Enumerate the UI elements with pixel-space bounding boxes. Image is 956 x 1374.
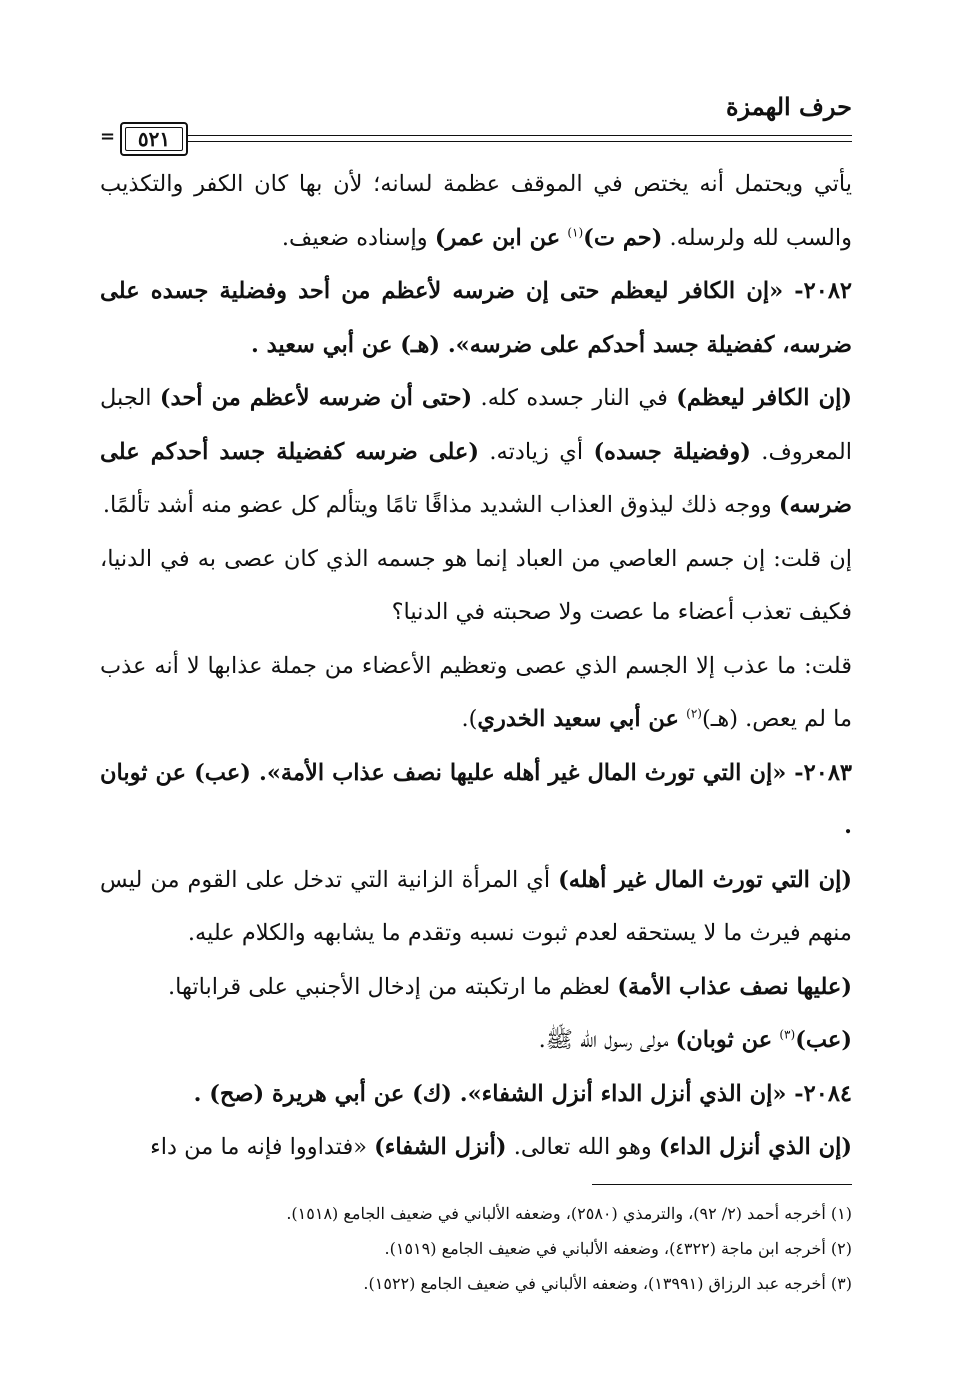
hadith-2084: ٢٠٨٤- «إن الذي أنزل الداء أنزل الشفاء». (ك) عن أبي هريرة (صح) . bbox=[193, 1080, 852, 1107]
header-rule-double bbox=[188, 141, 852, 142]
footnote-ref: (١) bbox=[567, 225, 584, 239]
book-page bbox=[100, 92, 853, 1293]
page-header bbox=[100, 92, 852, 154]
header-rule bbox=[188, 135, 852, 136]
paragraph: (عليها نصف عذاب الأمة) لعظم ما ارتكبته من إدخال الأجنبي على قراباتها. bbox=[167, 973, 852, 1000]
footnote-ref: (٢) bbox=[686, 706, 702, 721]
footnote: (٣) أخرجه عبد الرزاق (١٣٩٩١)، وضعفه الألباني في ضعيف الجامع (١٥٢٢). bbox=[363, 1274, 852, 1293]
footnote-ref: (٣) bbox=[779, 1027, 796, 1042]
header-ornament: = bbox=[100, 126, 116, 147]
paragraph: قلت: ما عذب إلا الجسم الذي عصى وتعظيم الأعضاء من جملة عذابها لا أنه عذب ما لم يعص. (هـ)$^{(٢)}$ عن أبي سعيد الخدري). bbox=[100, 652, 852, 732]
paragraph: (إن الذي أنزل الداء) وهو الله تعالى. (أنزل الشفاء) «فتداووا فإنه ما من داء bbox=[150, 1134, 852, 1160]
footnote: (٢) أخرجه ابن ماجة (٤٣٢٢)، وضعفه الألباني في ضعيف الجامع (١٥١٩). bbox=[384, 1239, 852, 1258]
paragraph: (إن التي تورث المال غير أهله) أي المرأة الزانية التي تدخل على القوم من ليس منهم فيرث ما لا يستحقه لعدم ثبوت نسبه وتقدم ما يشابهه والكلام عليه. bbox=[100, 866, 853, 946]
page-number bbox=[120, 122, 188, 156]
paragraph: إن قلت: إن جسم العاصي من العباد إنما هو جسمه الذي كان عصى به في الدنيا، فكيف تعذب أعضاء ما عصت ولا صحبته في الدنيا؟ bbox=[100, 545, 852, 625]
hadith-2082: ٢٠٨٢- «إن الكافر ليعظم حتى إن ضرسه لأعظم من أحد وفضلية جسده على ضرسه، كفضيلة جسد أحدكم على ضرسه». (هـ) عن أبي سعيد . bbox=[100, 278, 852, 358]
page-number-text: ٥٢١ bbox=[137, 127, 171, 151]
footnote: (١) أخرجه أحمد (٢/ ٩٢)، والترمذي (٢٥٨٠)، وضعفه الألباني في ضعيف الجامع (١٥١٨). bbox=[286, 1204, 852, 1223]
footnote-separator bbox=[592, 1184, 852, 1185]
paragraph: (إن الكافر ليعظم) في النار جسده كله. (حتى أن ضرسه لأعظم من أحد) الجبل المعروف. (وفضيلة جسده) أي زيادته. (على ضرسه كفضيلة جسد أحدكم على ضرسه) ووجه ذلك ليذوق العذاب الشديد مذاقًا تامًا ويتألم كل عضو منه أشد تألمًا. bbox=[100, 385, 853, 518]
main-text bbox=[100, 158, 852, 1175]
hadith-2083: ٢٠٨٣- «إن التي تورث المال غير أهله عليها نصف عذاب الأمة». (عب) عن ثوبان . bbox=[100, 759, 852, 839]
paragraph: يأتي ويحتمل أنه يختص في الموقف عظمة لسانه؛ لأن بها كان الكفر والتكذيب والسب لله ولرسله. (حم ت)$^{(١)}$ عن ابن عمر) وإسناده ضعيف. bbox=[100, 171, 852, 251]
paragraph: (عب)$^{(٣)}$ عن ثوبان) مولى رسول الله ﷺ. bbox=[538, 1027, 852, 1053]
footnotes bbox=[100, 1196, 852, 1301]
chapter-title: حرف الهمزة bbox=[725, 92, 852, 121]
